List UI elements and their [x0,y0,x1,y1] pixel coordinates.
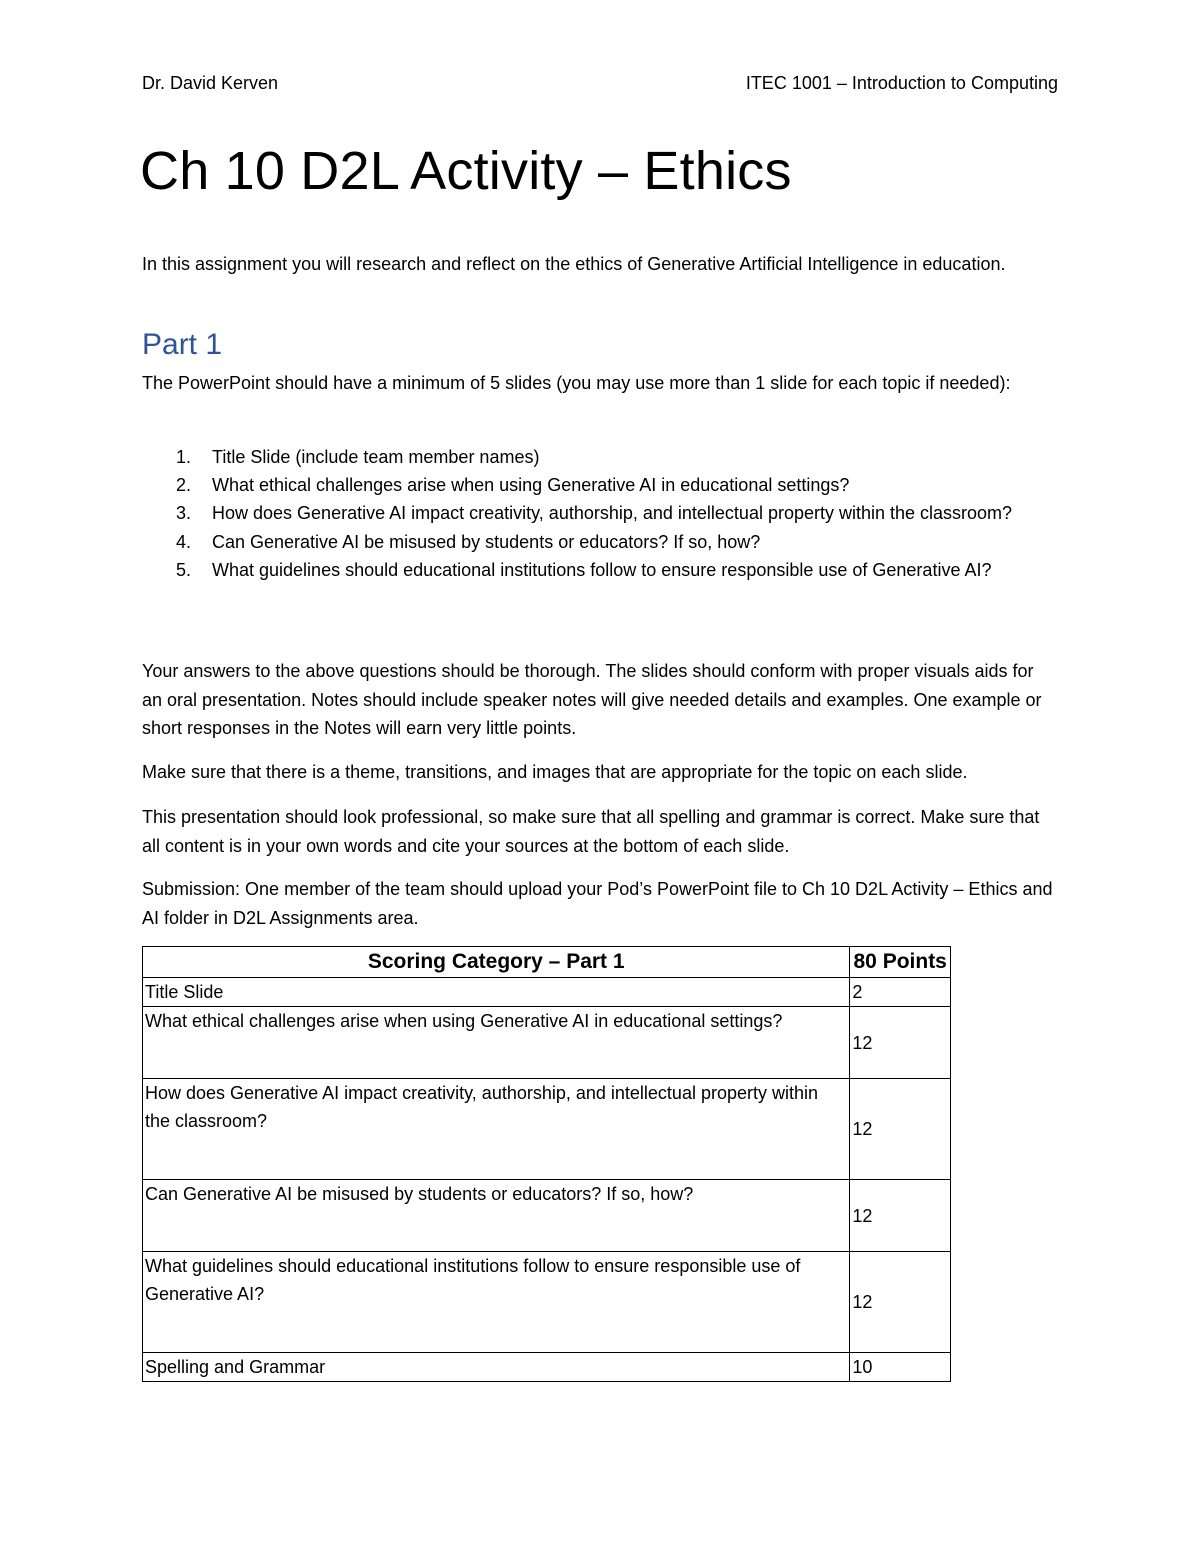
list-item [142,443,1058,471]
row-category: What guidelines should educational institutions follow to ensure responsible use of Generative AI? [143,1252,850,1353]
row-category: What ethical challenges arise when using Generative AI in educational settings? [143,1007,850,1079]
table-row [143,1252,951,1353]
list-item-text: What ethical challenges arise when using Generative AI in educational settings? [212,475,850,496]
row-category: Spelling and Grammar [143,1353,850,1382]
list-item-number: 5. [176,559,192,580]
list-item [142,556,1058,584]
header-category: Scoring Category – Part 1 [143,947,850,978]
list-item-number: 1. [176,447,192,467]
table-header-row [143,947,951,978]
header-points: 80 Points [850,947,951,978]
row-points: 2 [850,978,951,1007]
row-points: 12 [850,1007,951,1079]
table-row [143,1079,951,1180]
page-title: Ch 10 D2L Activity – Ethics [140,141,792,201]
row-category: Title Slide [143,978,850,1007]
list-item [142,499,1058,527]
table-row [143,1180,951,1252]
answers-paragraph: Your answers to the above questions should be thorough. The slides should conform with proper visuals aids for an oral presentation. Notes should include speaker notes will give needed details and examples. One example or short responses in the Notes will earn very little points. [142,661,1042,738]
list-item [142,528,1058,556]
page-header [142,73,1058,94]
topic-list [142,443,1058,584]
row-category: Can Generative AI be misused by students or educators? If so, how? [143,1180,850,1252]
theme-paragraph: Make sure that there is a theme, transitions, and images that are appropriate for the topic on each slide. [142,762,968,782]
row-points: 12 [850,1079,951,1180]
list-item-text: What guidelines should educational institutions follow to ensure responsible use of Generative AI? [212,559,992,580]
table-row [143,1007,951,1079]
table-row [143,1353,951,1382]
submission-paragraph: Submission: One member of the team should upload your Pod’s PowerPoint file to Ch 10 D2L Activity – Ethics and AI folder in D2L Assignments area. [142,879,1053,928]
list-item-number: 3. [176,503,192,524]
list-item-number: 4. [176,531,192,552]
scoring-table [142,946,951,1382]
list-item-text: Can Generative AI be misused by students or educators? If so, how? [212,531,761,552]
row-points: 12 [850,1252,951,1353]
row-points: 12 [850,1180,951,1252]
header-author: Dr. David Kerven [142,73,279,93]
intro-paragraph: In this assignment you will research and reflect on the ethics of Generative Artificial Intelligence in education. [142,254,1006,274]
list-item-number: 2. [176,475,192,496]
row-category: How does Generative AI impact creativity, authorship, and intellectual property within the classroom? [143,1079,850,1180]
professional-paragraph: This presentation should look professional, so make sure that all spelling and grammar is correct. Make sure that all content is in your own words and cite your sources at the bottom of each slide. [142,807,1040,856]
part-1-description: The PowerPoint should have a minimum of 5 slides (you may use more than 1 slide for each topic if needed): [142,373,1011,393]
part-1-heading: Part 1 [142,328,223,361]
list-item [142,471,1058,499]
list-item-text: How does Generative AI impact creativity, authorship, and intellectual property within the classroom? [212,503,1013,524]
header-course: ITEC 1001 – Introduction to Computing [745,73,1058,93]
table-row [143,978,951,1007]
row-points: 10 [850,1353,951,1382]
list-item-text: Title Slide (include team member names) [212,447,540,467]
